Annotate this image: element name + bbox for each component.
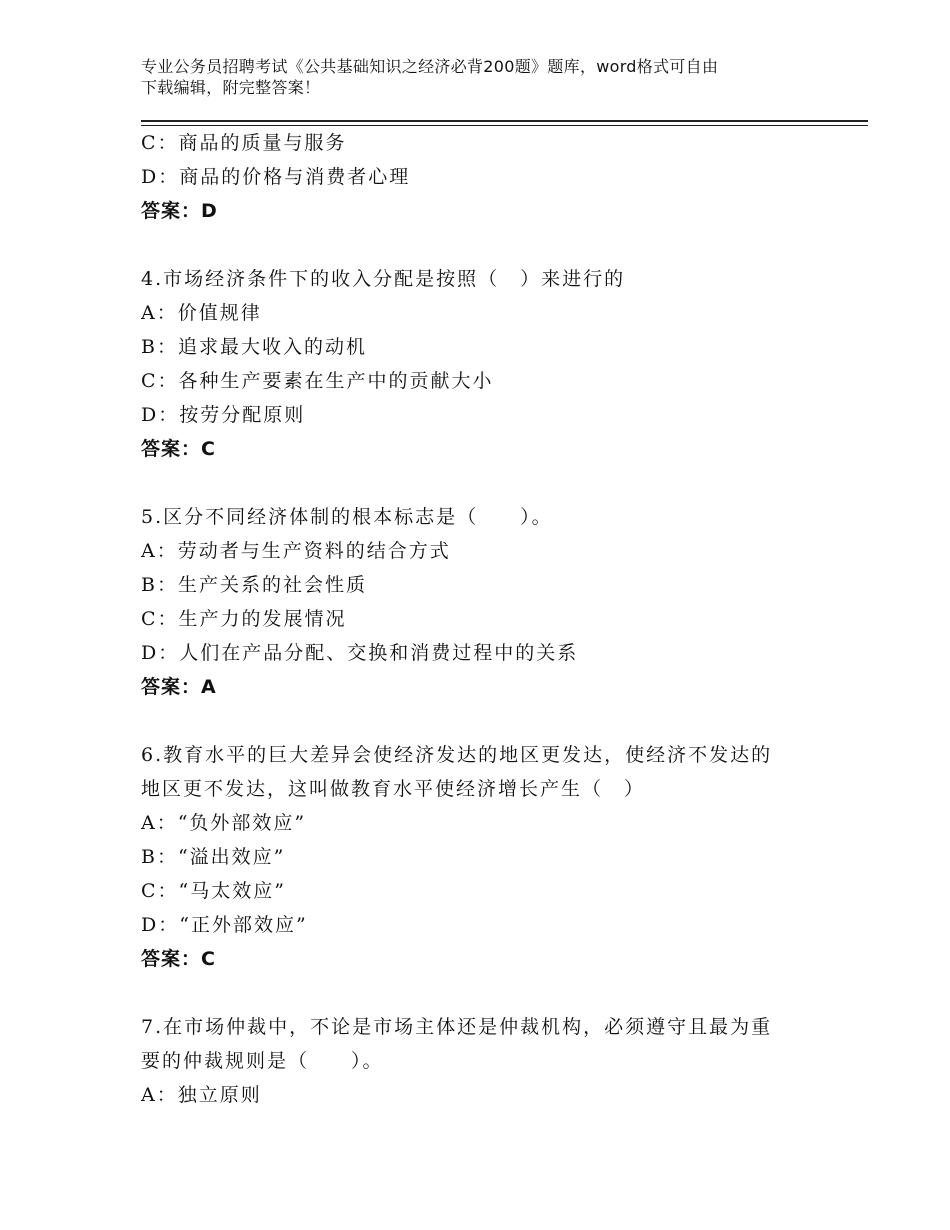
option-c: C：生产力的发展情况: [141, 608, 347, 630]
question-5: [141, 500, 868, 704]
option-a: A：独立原则: [141, 1084, 262, 1106]
question-6: [141, 738, 868, 976]
option-a: A：劳动者与生产资料的结合方式: [141, 540, 451, 562]
header-title-line-2: 下载编辑，附完整答案！: [141, 78, 321, 97]
option-c: C：商品的质量与服务: [141, 132, 347, 154]
option-b: B：生产关系的社会性质: [141, 574, 367, 596]
option-b: B：追求最大收入的动机: [141, 336, 367, 358]
question-7: [141, 1010, 868, 1112]
header-title-line-1: 专业公务员招聘考试《公共基础知识之经济必背200题》题库，word格式可自由: [141, 57, 719, 76]
spacer: [141, 466, 868, 500]
spacer: [141, 704, 868, 738]
answer-label: 答案：C: [141, 438, 216, 460]
question-stem-line-2: 要的仲裁规则是（ ）。: [141, 1050, 384, 1072]
answer-label: 答案：C: [141, 948, 216, 970]
question-4: [141, 262, 868, 466]
header-divider: [141, 120, 868, 122]
page-header: [141, 56, 841, 98]
option-b: B：“溢出效应”: [141, 846, 286, 868]
question-stem: 5.区分不同经济体制的根本标志是（ ）。: [141, 506, 553, 528]
spacer: [141, 228, 868, 262]
question-stem-line-1: 6.教育水平的巨大差异会使经济发达的地区更发达，使经济不发达的: [141, 744, 773, 766]
spacer: [141, 976, 868, 1010]
option-d: D：“正外部效应”: [141, 914, 308, 936]
question-stem-line-2: 地区更不发达，这叫做教育水平使经济增长产生（ ）: [141, 778, 646, 800]
question-3-continued: [141, 126, 868, 228]
option-d: D：商品的价格与消费者心理: [141, 166, 411, 188]
question-stem: 4.市场经济条件下的收入分配是按照（ ）来进行的: [141, 268, 626, 290]
option-c: C：各种生产要素在生产中的贡献大小: [141, 370, 494, 392]
option-d: D：人们在产品分配、交换和消费过程中的关系: [141, 642, 579, 664]
question-stem-line-1: 7.在市场仲裁中，不论是市场主体还是仲裁机构，必须遵守且最为重: [141, 1016, 773, 1038]
answer-label: 答案：D: [141, 200, 218, 222]
option-d: D：按劳分配原则: [141, 404, 306, 426]
option-a: A：“负外部效应”: [141, 812, 307, 834]
option-c: C：“马太效应”: [141, 880, 286, 902]
question-list: [141, 126, 868, 1112]
option-a: A：价值规律: [141, 302, 262, 324]
answer-label: 答案：A: [141, 676, 217, 698]
